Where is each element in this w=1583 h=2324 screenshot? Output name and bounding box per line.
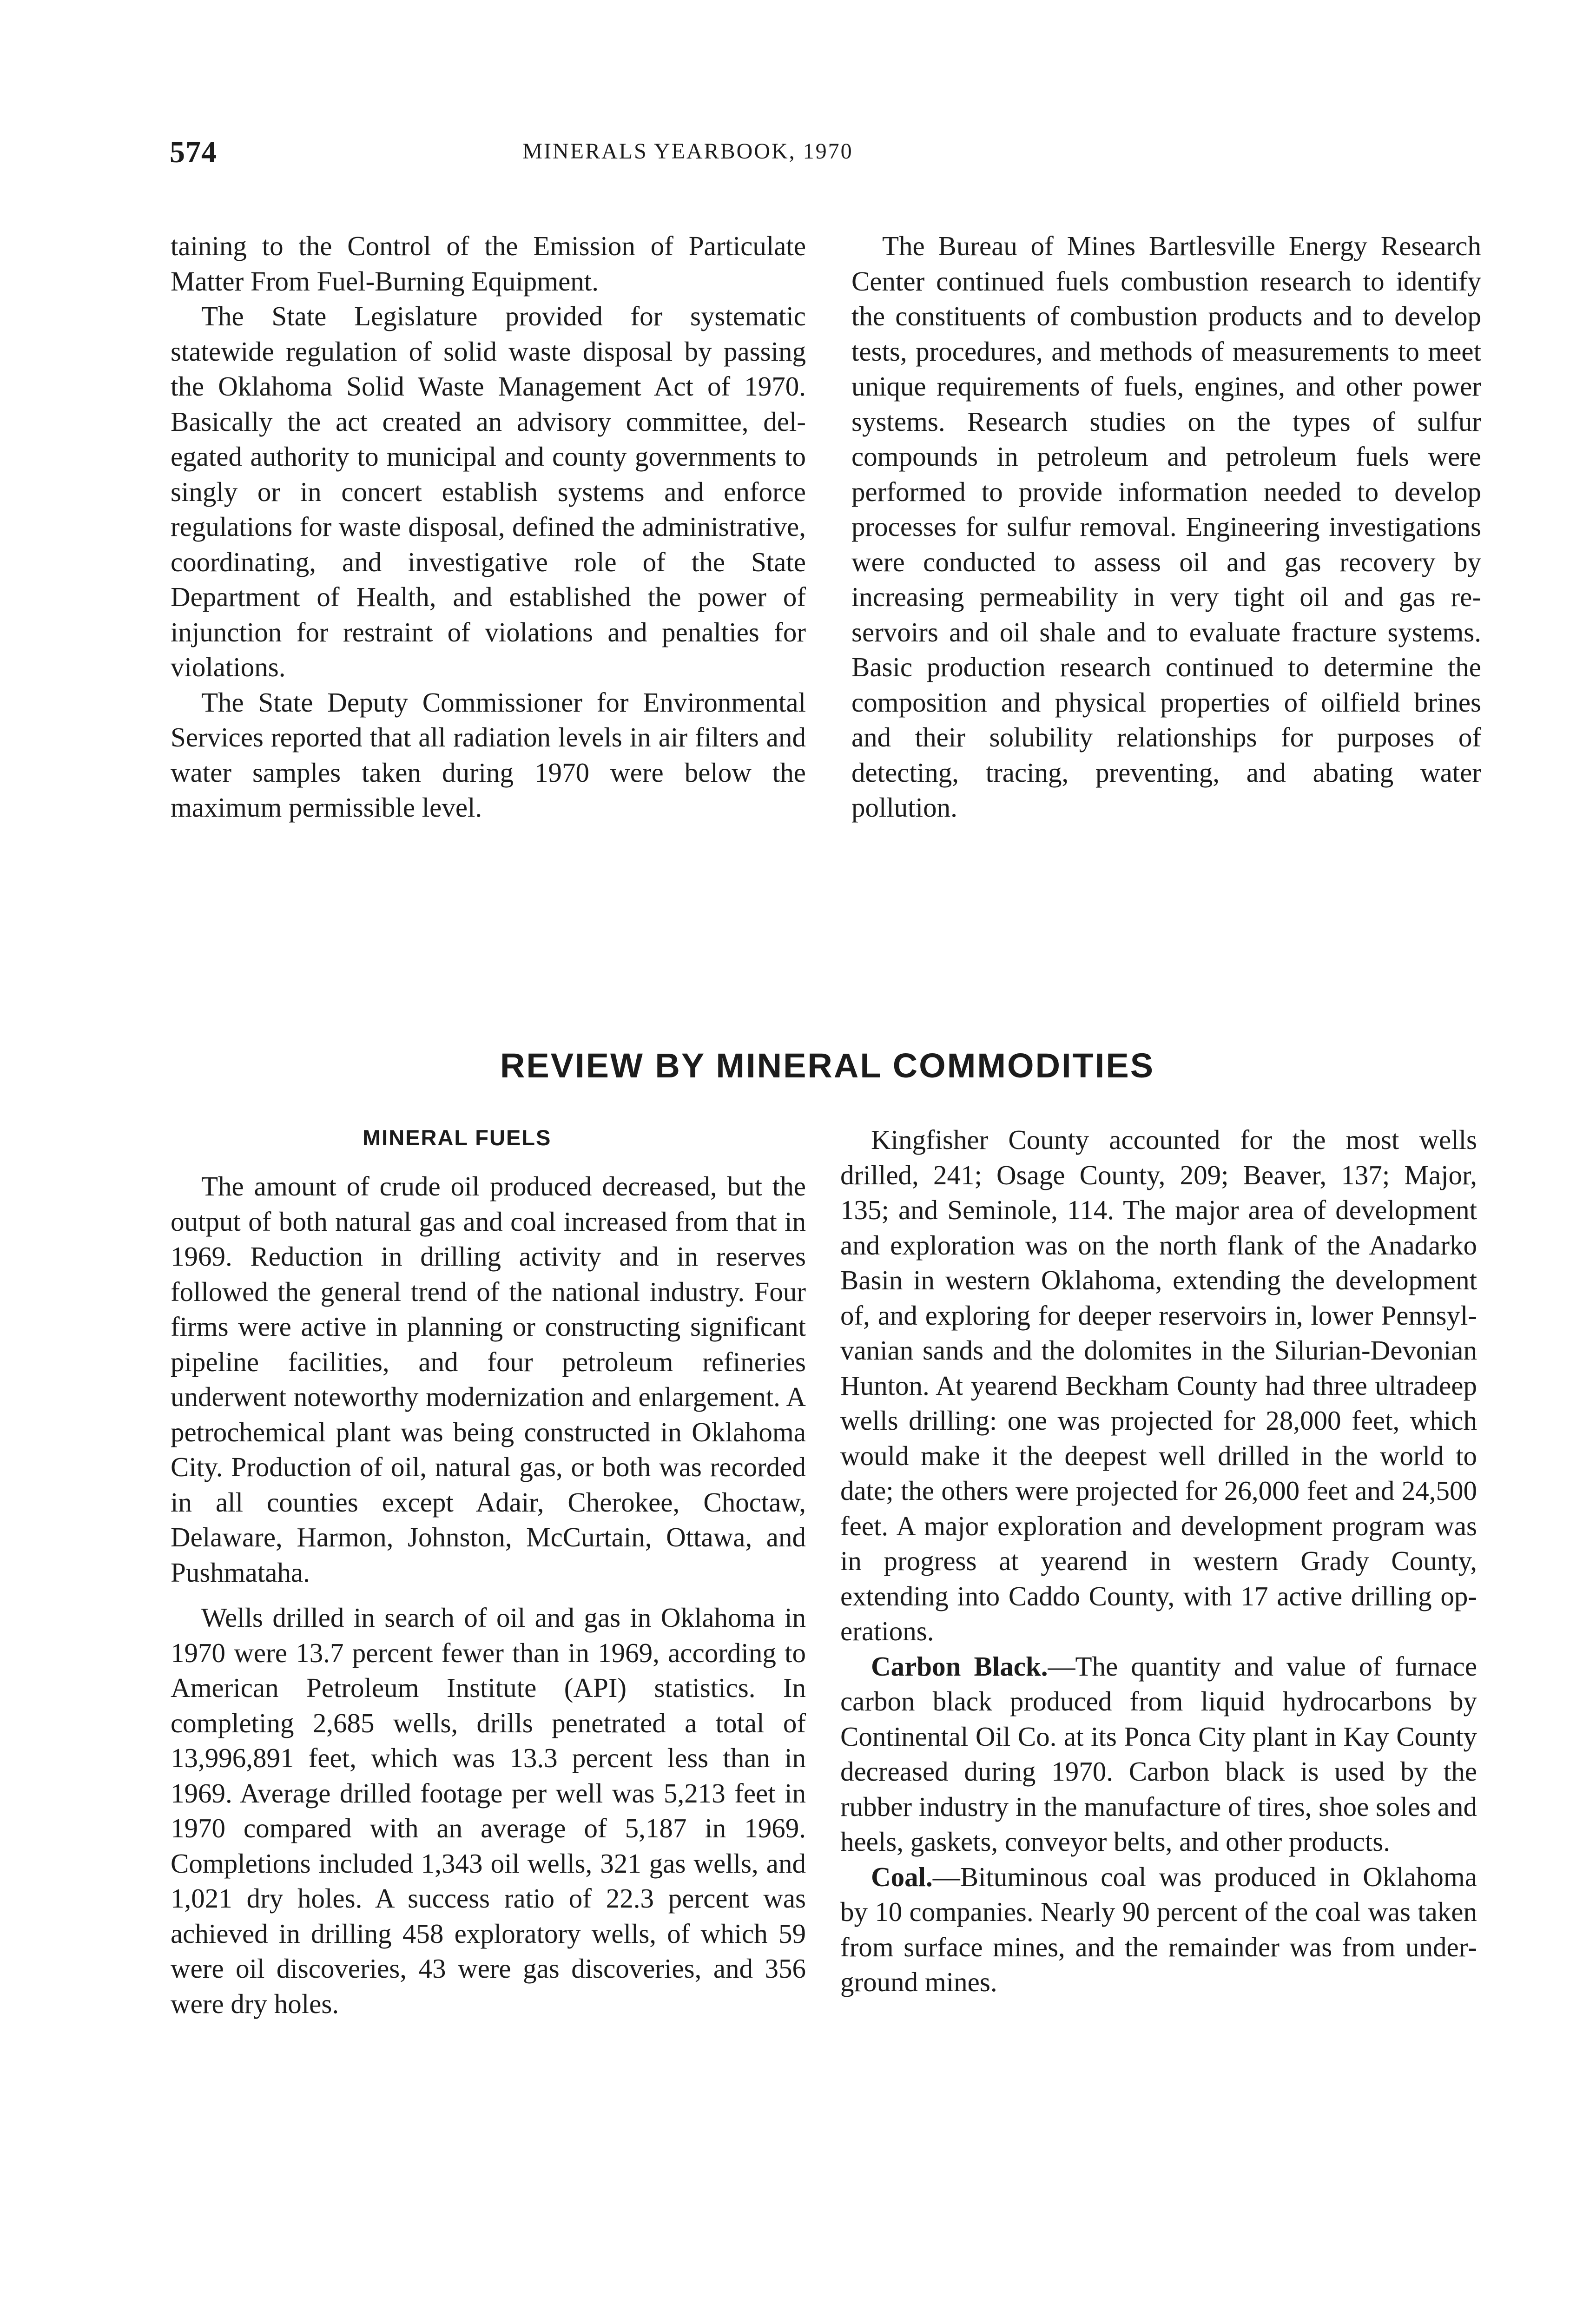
subsection-title: MINERAL FUELS [363, 1125, 552, 1150]
bottom-right-column [840, 1122, 1477, 2000]
coal-paragraph [840, 1860, 1477, 2000]
top-right-column [851, 229, 1481, 825]
bottom-left-column [171, 1169, 806, 2021]
coal-text: —Bituminous coal was produced in Oklahoma by 10 companies. Nearly 90 percent of the coal was taken from surface mines, and the remainder was from underground mines. [840, 1861, 1477, 1997]
carbon-black-heading: Carbon Black. [871, 1651, 1048, 1682]
paragraph: The State Deputy Commissioner for Environmental Services reported that all radiation levels in air filters and water samples taken during 1970 were below the maximum permissible level. [171, 687, 806, 823]
paragraph: The Bureau of Mines Bartlesville Energy Research Center continued fuels combustion research to identify the constituents of combustion products and to develop tests, procedures, and methods of measurements to meet unique requirements of fuels, engines, and other power systems. Research studies on the types of sulfur compounds in petroleum and petroleum fuels were performed to provide information needed to develop processes for sulfur removal. Engineering investigations were conducted to assess oil and gas recovery by increasing permeability in very tight oil and gas reservoirs and oil shale and to evaluate fracture systems. Basic production research continued to determine the composition and physical properties of oilfield brines and their solubility relationships for purposes of detecting, tracing, preventing, and abating water pollution. [851, 231, 1481, 823]
paragraph: taining to the Control of the Emission of Particulate Matter From Fuel-Burning Equipment. [171, 231, 806, 297]
page-number: 574 [170, 135, 217, 169]
top-left-column [171, 229, 806, 825]
paragraph: The amount of crude oil produced decreased, but the output of both natural gas and coal increased from that in 1969. Reduction in drilling activity and in reserves followed the general trend of the national industry. Four firms were active in planning or constructing significant pipeline facilities, and four petroleum refineries underwent noteworthy modernization and enlargement. A petrochemical plant was being constructed in Oklahoma City. Production of oil, natural gas, or both was recorded in all counties except Adair, Cherokee, Choctaw, Delaware, Harmon, Johnston, McCurtain, Ottawa, and Pushmataha. [171, 1171, 806, 1588]
paragraph: Wells drilled in search of oil and gas in Oklahoma in 1970 were 13.7 percent fewer than in 1969, according to American Petroleum Institute (API) statistics. In completing 2,685 wells, drills penetrated a total of 13,996,891 feet, which was 13.3 percent less than in 1969. Average drilled footage per well was 5,213 feet in 1970 compared with an average of 5,187 in 1969. Completions included 1,343 oil wells, 321 gas wells, and 1,021 dry holes. A success ratio of 22.3 percent was achieved in drilling 458 exploratory wells, of which 59 were oil discoveries, 43 were gas discoveries, and 356 were dry holes. [171, 1602, 806, 2019]
carbon-black-text: —The quantity and value of furnace carbon black produced from liquid hydrocarbons by Continental Oil Co. at its Ponca City plant in Kay County decreased during 1970. Carbon black is used by the rubber industry in the manufacture of tires, shoe soles and heels, gaskets, conveyor belts, and other products. [840, 1651, 1477, 1857]
section-title: REVIEW BY MINERAL COMMODITIES [500, 1046, 1155, 1085]
paragraph: Kingfisher County accounted for the most wells drilled, 241; Osage County, 209; Beaver, 137; Major, 135; and Seminole, 114. The major area of development and exploration was on the north flank of the Anadarko Basin in western Oklahoma, extending the development of, and exploring for deeper reservoirs in, lower Pennsylvanian sands and the dolomites in the Silurian-Devonian Hunton. At yearend Beckham County had three ultradeep wells drilling: one was projected for 28,000 feet, which would make it the deepest well drilled in the world to date; the others were projected for 26,000 feet and 24,500 feet. A major exploration and development program was in progress at yearend in western Grady County, extending into Caddo County, with 17 active drilling operations. [840, 1124, 1477, 1646]
paragraph: The State Legislature provided for systematic statewide regulation of solid waste disposal by passing the Oklahoma Solid Waste Management Act of 1970. Basically the act created an advisory committee, delegated authority to municipal and county governments to singly or in concert establish systems and enforce regulations for waste disposal, defined the administrative, coordinating, and investigative role of the State Department of Health, and established the power of injunction for restraint of violations and penalties for violations. [171, 301, 806, 682]
carbon-black-paragraph [840, 1649, 1477, 1860]
running-head: MINERALS YEARBOOK, 1970 [522, 139, 853, 164]
coal-heading: Coal. [871, 1861, 933, 1892]
page-header [170, 135, 1206, 177]
